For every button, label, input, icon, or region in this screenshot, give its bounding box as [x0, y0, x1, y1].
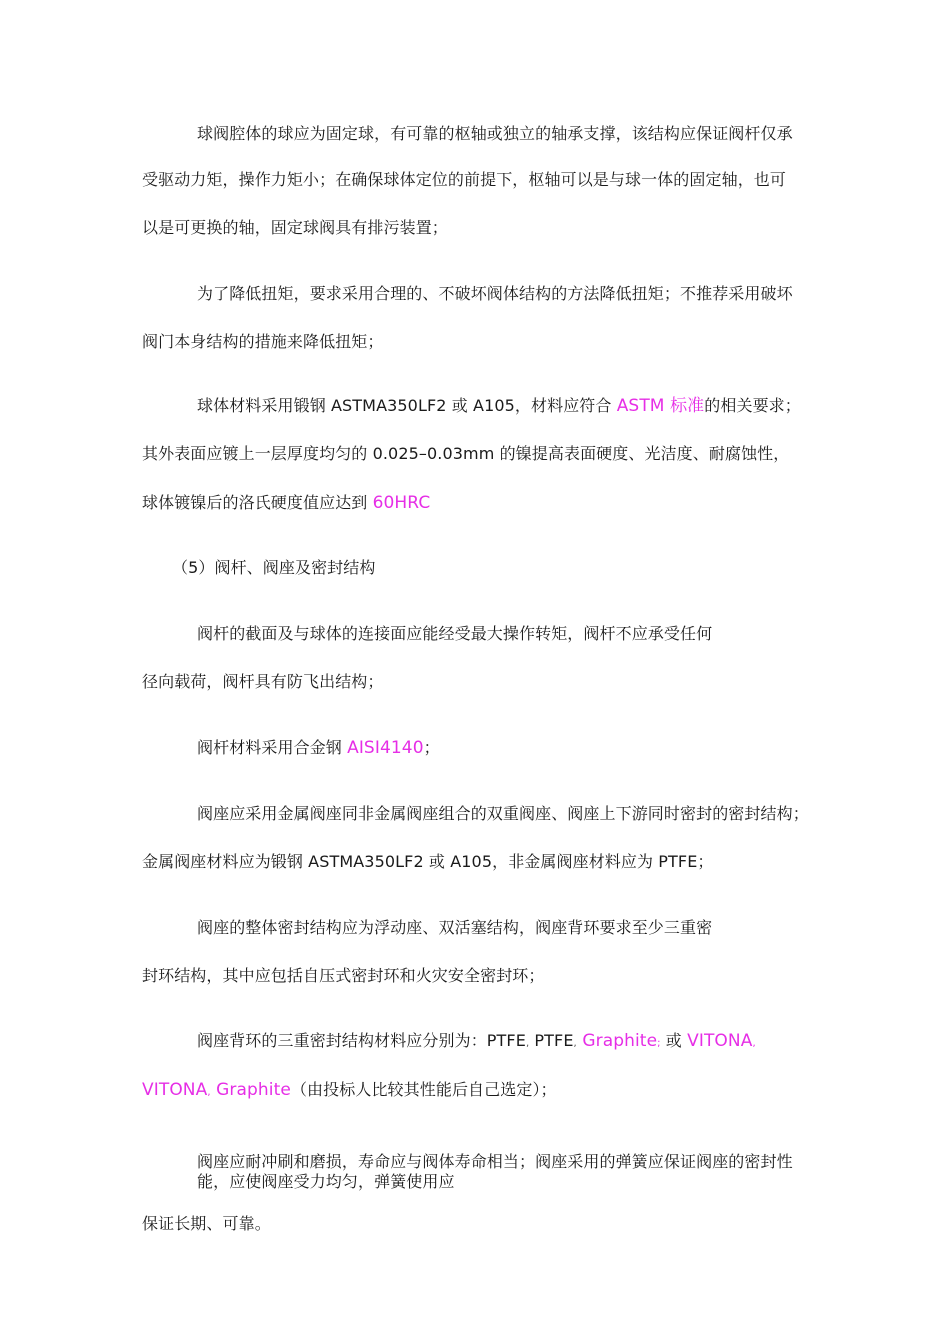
paragraph-4-line-1: 阀杆的截面及与球体的连接面应能经受最大操作转矩，阀杆不应承受任何: [197, 624, 713, 643]
separator: ,: [525, 1038, 530, 1049]
paragraph-5-line-1: [197, 738, 440, 758]
paragraph-9-line-2: 能，应使阀座受力均匀，弹簧使用应: [197, 1172, 455, 1191]
separator: ,: [207, 1087, 211, 1098]
paragraph-1-line-1: 球阀腔体的球应为固定球，有可靠的枢轴或独立的轴承支撑，该结构应保证阀杆仅承: [197, 124, 793, 143]
paragraph-9-line-1: 阀座应耐冲刷和磨损，寿命应与阀体寿命相当；阀座采用的弹簧应保证阀座的密封性: [197, 1152, 793, 1171]
paragraph-3-line-2: 其外表面应镀上一层厚度均匀的 0.025–0.03mm 的镍提高表面硬度、光洁度、耐腐蚀性，: [142, 444, 790, 463]
paragraph-4-line-2: 径向载荷，阀杆具有防飞出结构；: [142, 672, 384, 691]
paragraph-3-text-a: 球体材料采用锻钢 ASTMA350LF2 或 A105，材料应符合: [197, 396, 617, 415]
paragraph-8-line-1: [197, 1031, 756, 1054]
paragraph-2-line-1: 为了降低扭矩，要求采用合理的、不破坏阀体结构的方法降低扭矩；不推荐采用破坏: [197, 284, 793, 303]
paragraph-8-text-d: （由投标人比较其性能后自己选定）；: [290, 1080, 557, 1099]
paragraph-1-line-3: 以是可更换的轴，固定球阀具有排污装置；: [142, 218, 448, 237]
paragraph-1-line-2: 受驱动力矩，操作力矩小；在确保球体定位的前提下，枢轴可以是与球一体的固定轴，也可: [142, 170, 787, 189]
paragraph-7-line-2: 封环结构，其中应包括自压式密封环和火灾安全密封环；: [142, 966, 545, 985]
alloy-steel-highlight: AISI4140: [347, 738, 424, 758]
hardness-highlight: 60HRC: [372, 493, 431, 513]
paragraph-6-line-2: 金属阀座材料应为锻钢 ASTMA350LF2 或 A105，非金属阀座材料应为 PTFE；: [142, 852, 714, 871]
paragraph-5-text-b: ；: [423, 738, 440, 757]
section-heading-5: （5）阀杆、阀座及密封结构: [172, 558, 376, 577]
paragraph-8-text-a: 阀座背环的三重密封结构材料应分别为：PTFE: [197, 1031, 526, 1050]
vitona-highlight: VITONA: [687, 1031, 753, 1051]
separator: ;: [657, 1038, 661, 1049]
graphite-highlight: Graphite: [210, 1080, 291, 1100]
paragraph-3-line-3: [142, 493, 430, 513]
paragraph-8-line-2: [142, 1080, 557, 1103]
paragraph-6-line-1: 阀座应采用金属阀座同非金属阀座组合的双重阀座、阀座上下游同时密封的密封结构；: [197, 804, 809, 823]
paragraph-9-line-3: 保证长期、可靠。: [142, 1214, 271, 1233]
paragraph-3-text-b: 的相关要求；: [704, 396, 801, 415]
paragraph-5-text-a: 阀杆材料采用合金钢: [197, 738, 348, 757]
paragraph-8-text-c: 或: [660, 1031, 688, 1050]
paragraph-2-line-2: 阀门本身结构的措施来降低扭矩；: [142, 332, 384, 351]
paragraph-3-line-1: [197, 396, 801, 416]
graphite-highlight: Graphite: [576, 1031, 658, 1051]
astm-standard-highlight: ASTM 标准: [616, 396, 705, 416]
paragraph-8-text-b: PTFE: [529, 1031, 574, 1050]
vitona-highlight: VITONA: [142, 1080, 208, 1100]
paragraph-3-text-c: 球体镀镍后的洛氏硬度值应达到: [142, 493, 373, 512]
separator: ,: [573, 1038, 577, 1049]
separator: ,: [752, 1038, 756, 1049]
paragraph-7-line-1: 阀座的整体密封结构应为浮动座、双活塞结构，阀座背环要求至少三重密: [197, 918, 713, 937]
